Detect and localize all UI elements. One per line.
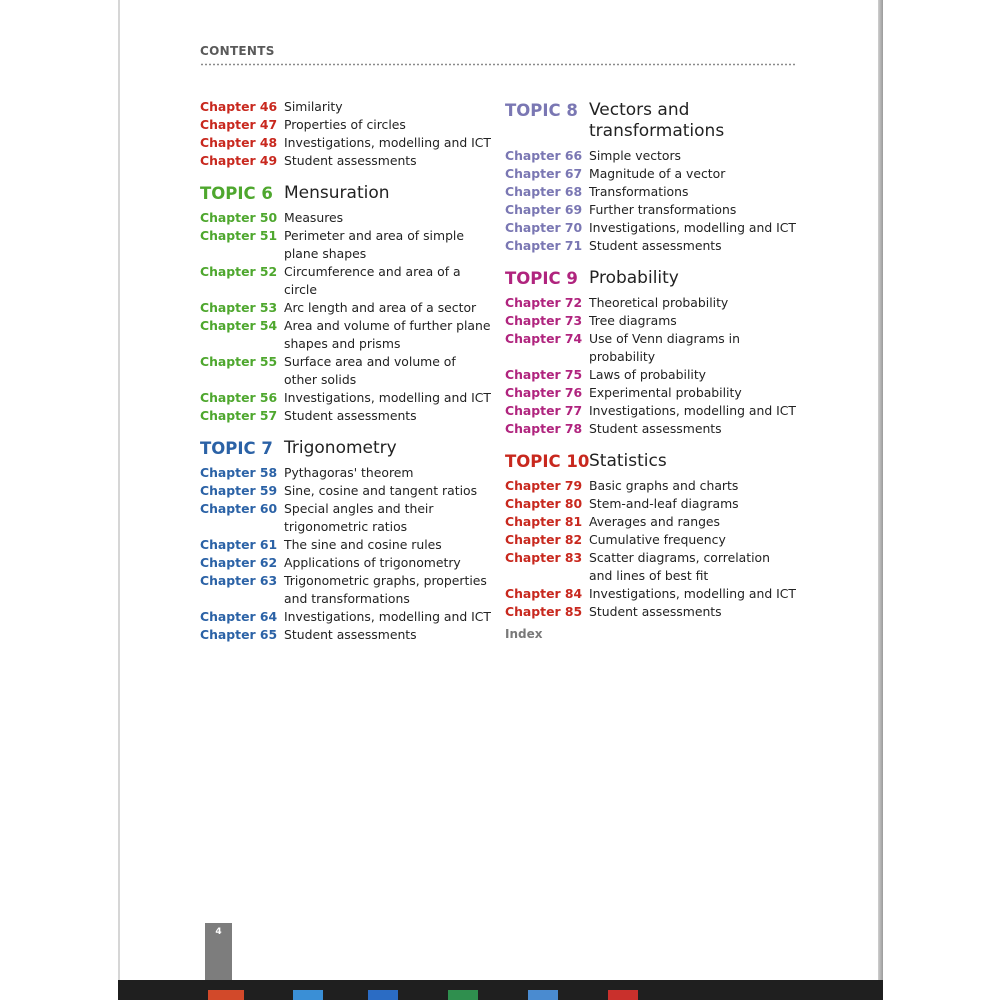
topic-name: Trigonometry — [284, 438, 397, 458]
chapter-number: Chapter 73 — [505, 313, 583, 328]
page-right-edge-shadow — [878, 0, 883, 985]
app-icon[interactable] — [448, 990, 478, 1000]
chapter-number: Chapter 77 — [505, 403, 583, 418]
toc-entry[interactable] — [200, 116, 492, 134]
topic-name: Vectors and transformations — [589, 100, 725, 141]
chapter-number: Chapter 64 — [200, 609, 278, 624]
chapter-title: Investigations, modelling and ICT — [589, 403, 796, 418]
toc-entry[interactable] — [200, 626, 492, 644]
toc-entry[interactable] — [200, 608, 492, 626]
chapter-number: Chapter 56 — [200, 390, 278, 405]
chapter-title: Further transformations — [589, 202, 737, 217]
chapter-title: Measures — [284, 210, 344, 225]
chapter-number: Chapter 80 — [505, 496, 583, 511]
app-icon[interactable] — [208, 990, 244, 1000]
chapter-title: Investigations, modelling and ICT — [284, 135, 491, 150]
chapter-title: Circumference and area of a circle — [284, 264, 461, 297]
toc-entry[interactable] — [200, 98, 492, 116]
chapter-number: Chapter 62 — [200, 555, 278, 570]
chapter-number: Chapter 68 — [505, 184, 583, 199]
chapter-title: Tree diagrams — [589, 313, 677, 328]
topic-7-list — [200, 464, 492, 644]
chapter-number: Chapter 70 — [505, 220, 583, 235]
chapter-number: Chapter 54 — [200, 318, 278, 333]
topic-6-heading — [200, 183, 492, 204]
topic-8-list — [505, 147, 797, 255]
topic-9-heading — [505, 268, 797, 289]
topic-label: TOPIC 7 — [200, 439, 273, 458]
chapter-title: Trigonometric graphs, properties and transformations — [284, 573, 487, 606]
chapter-title: Similarity — [284, 99, 343, 114]
chapter-title: The sine and cosine rules — [284, 537, 442, 552]
chapter-number: Chapter 59 — [200, 483, 278, 498]
chapter-title: Basic graphs and charts — [589, 478, 739, 493]
left-column — [200, 98, 492, 644]
toc-entry[interactable] — [200, 317, 492, 353]
chapter-title: Student assessments — [589, 238, 722, 253]
toc-entry[interactable] — [200, 464, 492, 482]
chapter-number: Chapter 53 — [200, 300, 278, 315]
page-left-edge — [118, 0, 120, 985]
chapter-number: Chapter 74 — [505, 331, 583, 346]
chapter-number: Chapter 82 — [505, 532, 583, 547]
chapter-title: Applications of trigonometry — [284, 555, 461, 570]
chapter-number: Chapter 81 — [505, 514, 583, 529]
chapter-number: Chapter 58 — [200, 465, 278, 480]
chapter-number: Chapter 65 — [200, 627, 278, 642]
app-icon[interactable] — [293, 990, 323, 1000]
topic-10-list — [505, 477, 797, 621]
chapter-title: Student assessments — [284, 408, 417, 423]
chapter-number: Chapter 71 — [505, 238, 583, 253]
app-icon[interactable] — [528, 990, 558, 1000]
toc-entry[interactable] — [505, 165, 797, 183]
toc-entry[interactable] — [505, 495, 797, 513]
toc-entry[interactable] — [200, 227, 492, 263]
topic-label: TOPIC 6 — [200, 184, 273, 203]
toc-entry[interactable] — [200, 536, 492, 554]
toc-entry[interactable] — [505, 294, 797, 312]
chapter-number: Chapter 49 — [200, 153, 278, 168]
chapter-title: Scatter diagrams, correlation and lines of best fit — [589, 550, 770, 583]
topic-8-heading — [505, 100, 797, 142]
toc-entry[interactable] — [200, 263, 492, 299]
chapter-title: Experimental probability — [589, 385, 742, 400]
toc-entry[interactable] — [505, 312, 797, 330]
topic-label: TOPIC 9 — [505, 269, 578, 288]
app-icon[interactable] — [608, 990, 638, 1000]
toc-entry[interactable] — [505, 420, 797, 438]
toc-entry[interactable] — [200, 353, 492, 389]
chapter-title: Cumulative frequency — [589, 532, 726, 547]
toc-entry[interactable] — [505, 237, 797, 255]
app-icon[interactable] — [368, 990, 398, 1000]
chapter-number: Chapter 50 — [200, 210, 278, 225]
chapter-number: Chapter 85 — [505, 604, 583, 619]
chapter-title: Student assessments — [589, 604, 722, 619]
contents-heading: CONTENTS — [200, 44, 275, 58]
chapter-number: Chapter 60 — [200, 501, 278, 516]
chapter-title: Arc length and area of a sector — [284, 300, 477, 315]
chapter-number: Chapter 57 — [200, 408, 278, 423]
topic-label: TOPIC 8 — [505, 101, 578, 120]
topic-name: Mensuration — [284, 183, 390, 203]
toc-entry[interactable] — [505, 366, 797, 384]
toc-entry[interactable] — [200, 482, 492, 500]
chapter-title: Student assessments — [589, 421, 722, 436]
chapter-number: Chapter 55 — [200, 354, 278, 369]
chapter-number: Chapter 84 — [505, 586, 583, 601]
chapter-title: Investigations, modelling and ICT — [284, 609, 491, 624]
chapter-number: Chapter 66 — [505, 148, 583, 163]
chapter-number: Chapter 46 — [200, 99, 278, 114]
toc-entry[interactable] — [505, 402, 797, 420]
toc-entry[interactable] — [200, 572, 492, 608]
chapter-title: Transformations — [589, 184, 689, 199]
index-link[interactable]: Index — [505, 627, 543, 641]
chapter-title: Student assessments — [284, 153, 417, 168]
topic-6-list — [200, 209, 492, 425]
chapter-title: Theoretical probability — [589, 295, 729, 310]
toc-entry[interactable] — [505, 219, 797, 237]
dotted-rule — [200, 63, 796, 66]
page-number-tab: 4 — [205, 923, 232, 980]
chapter-number: Chapter 47 — [200, 117, 278, 132]
topic-label: TOPIC 10 — [505, 452, 590, 471]
chapter-number: Chapter 61 — [200, 537, 278, 552]
toc-entry[interactable] — [505, 513, 797, 531]
chapter-number: Chapter 52 — [200, 264, 278, 279]
chapter-number: Chapter 51 — [200, 228, 278, 243]
chapter-title: Pythagoras' theorem — [284, 465, 414, 480]
taskbar — [118, 980, 883, 1000]
chapter-number: Chapter 72 — [505, 295, 583, 310]
chapter-title: Special angles and their trigonometric ratios — [284, 501, 434, 534]
toc-entry[interactable] — [505, 183, 797, 201]
topic-name: Probability — [589, 268, 679, 288]
chapter-title: Investigations, modelling and ICT — [284, 390, 491, 405]
chapter-number: Chapter 67 — [505, 166, 583, 181]
chapter-title: Investigations, modelling and ICT — [589, 586, 796, 601]
toc-entry[interactable] — [200, 554, 492, 572]
toc-entry[interactable] — [505, 330, 797, 366]
topic-name: Statistics — [589, 451, 667, 471]
chapter-title: Student assessments — [284, 627, 417, 642]
chapter-title: Sine, cosine and tangent ratios — [284, 483, 478, 498]
toc-entry[interactable] — [505, 603, 797, 621]
right-column — [505, 89, 797, 641]
chapter-number: Chapter 69 — [505, 202, 583, 217]
chapter-number: Chapter 48 — [200, 135, 278, 150]
toc-entry[interactable] — [200, 389, 492, 407]
toc-entry[interactable] — [505, 531, 797, 549]
chapter-title: Investigations, modelling and ICT — [589, 220, 796, 235]
toc-entry[interactable] — [505, 477, 797, 495]
chapter-title: Averages and ranges — [589, 514, 721, 529]
chapter-title: Use of Venn diagrams in probability — [589, 331, 740, 364]
chapter-title: Surface area and volume of other solids — [284, 354, 456, 387]
toc-entry[interactable] — [200, 299, 492, 317]
chapter-number: Chapter 78 — [505, 421, 583, 436]
chapter-title: Stem-and-leaf diagrams — [589, 496, 739, 511]
toc-entry[interactable] — [505, 585, 797, 603]
chapter-title: Simple vectors — [589, 148, 682, 163]
toc-entry[interactable] — [505, 201, 797, 219]
chapter-title: Perimeter and area of simple plane shapes — [284, 228, 464, 261]
toc-entry[interactable] — [505, 549, 797, 585]
chapter-number: Chapter 83 — [505, 550, 583, 565]
toc-entry[interactable] — [200, 500, 492, 536]
chapter-title: Area and volume of further plane shapes and prisms — [284, 318, 491, 351]
chapter-number: Chapter 79 — [505, 478, 583, 493]
chapter-title: Properties of circles — [284, 117, 406, 132]
chapter-title: Magnitude of a vector — [589, 166, 726, 181]
topic-10-heading — [505, 451, 797, 472]
chapter-title: Laws of probability — [589, 367, 707, 382]
toc-entry[interactable] — [200, 134, 492, 152]
chapter-number: Chapter 75 — [505, 367, 583, 382]
toc-entry[interactable] — [505, 147, 797, 165]
topic-9-list — [505, 294, 797, 438]
toc-entry[interactable] — [505, 384, 797, 402]
pre-topic-list — [200, 98, 492, 170]
topic-7-heading — [200, 438, 492, 459]
chapter-number: Chapter 63 — [200, 573, 278, 588]
toc-entry[interactable] — [200, 407, 492, 425]
toc-entry[interactable] — [200, 152, 492, 170]
toc-entry[interactable] — [200, 209, 492, 227]
chapter-number: Chapter 76 — [505, 385, 583, 400]
